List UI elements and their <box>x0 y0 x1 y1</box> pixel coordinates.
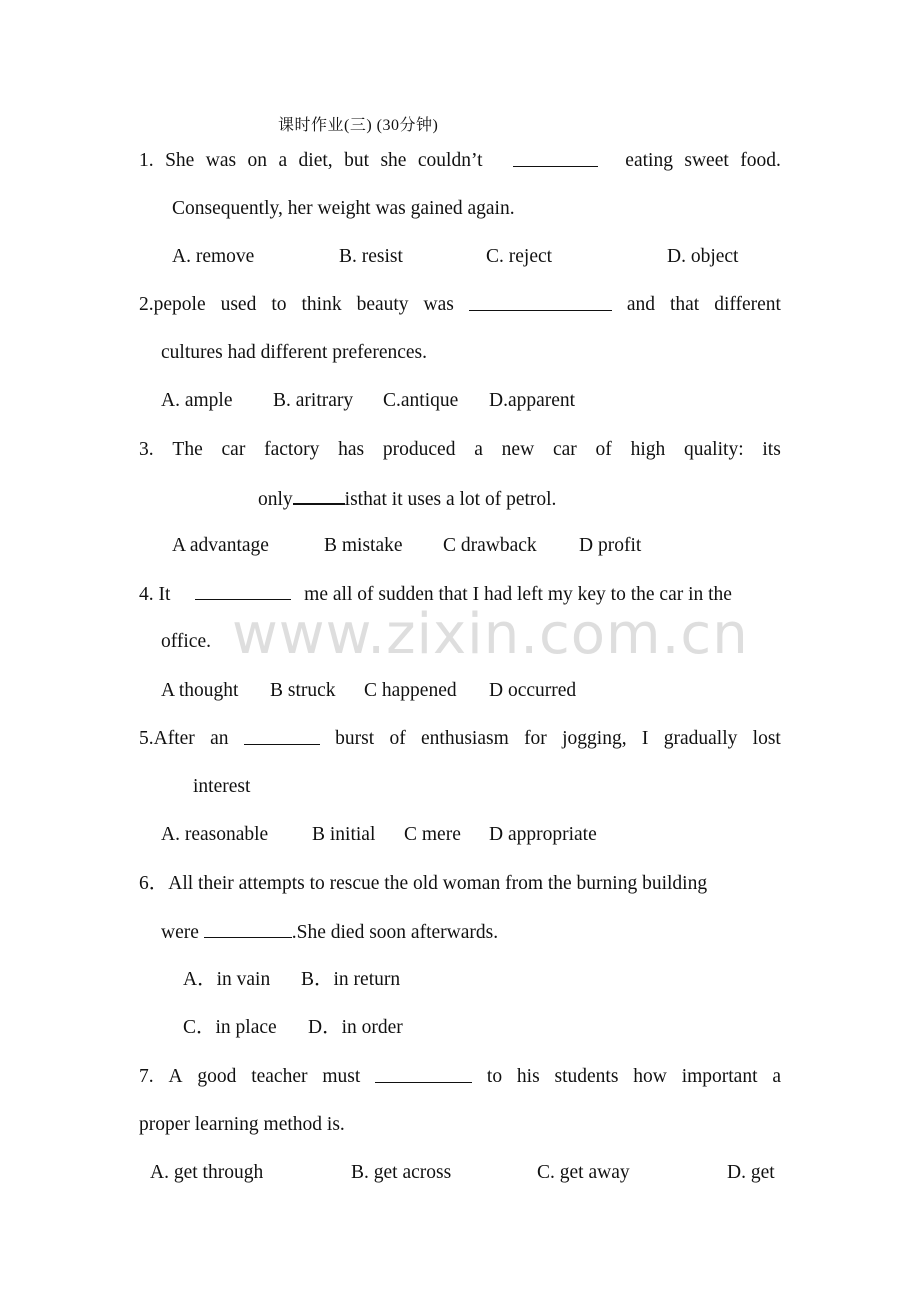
answer-blank <box>195 581 291 600</box>
answer-blank <box>513 148 598 167</box>
option: B．in return <box>301 969 401 990</box>
question-7-line-1: 7. A good teacher must to his students how important a <box>139 1066 781 1087</box>
question-2-line-1: 2.pepole used to think beauty was and that different <box>139 294 781 315</box>
option: C. reject <box>486 246 553 267</box>
option: A. ample <box>161 390 233 411</box>
option: C．in place <box>183 1017 277 1038</box>
option: C.antique <box>383 390 459 411</box>
option: D. get <box>727 1162 775 1183</box>
answer-blank <box>244 726 320 745</box>
answer-blank <box>204 919 292 938</box>
option: C drawback <box>443 535 537 556</box>
option: B struck <box>270 680 336 701</box>
question-3-line-1: 3. The car factory has produced a new car of high quality: its <box>139 439 781 460</box>
answer-blank <box>375 1064 472 1083</box>
question-1-line-1: 1. She was on a diet, but she couldn’t eating sweet food. <box>139 150 781 171</box>
option: D appropriate <box>489 824 597 845</box>
option: C. get away <box>537 1162 630 1183</box>
question-5-line-1: 5.After an burst of enthusiasm for jogging, I gradually lost <box>139 728 781 749</box>
option: D. object <box>667 246 739 267</box>
option: D．in order <box>308 1017 403 1038</box>
question-5-line-2: interest <box>193 776 251 797</box>
option: B mistake <box>324 535 403 556</box>
option: B. get across <box>351 1162 452 1183</box>
option: B initial <box>312 824 376 845</box>
question-6-line-2: were .She died soon afterwards. <box>161 919 803 946</box>
answer-blank <box>293 485 345 505</box>
question-1-line-2: Consequently, her weight was gained again. <box>172 198 515 219</box>
option: D.apparent <box>489 390 576 411</box>
option: D occurred <box>489 680 577 701</box>
option: A thought <box>161 680 239 701</box>
option: A. remove <box>172 246 255 267</box>
option: A. reasonable <box>161 824 269 845</box>
option: D profit <box>579 535 642 556</box>
watermark: www.zixin.com.cn <box>232 602 749 667</box>
question-6-line-1: 6．All their attempts to rescue the old woman from the burning building <box>139 873 708 894</box>
question-2-line-2: cultures had different preferences. <box>161 342 428 363</box>
page-title: 课时作业(三) (30分钟) <box>278 117 439 134</box>
option: A. get through <box>150 1162 264 1183</box>
option: A advantage <box>172 535 269 556</box>
option: A．in vain <box>183 969 271 990</box>
option: C happened <box>364 680 457 701</box>
question-4-line-1: 4. It me all of sudden that I had left my key to the car in the <box>139 581 781 608</box>
option: B. resist <box>339 246 403 267</box>
option: B. aritrary <box>273 390 354 411</box>
question-7-line-2: proper learning method is. <box>139 1114 345 1135</box>
option: C mere <box>404 824 461 845</box>
question-3-line-2: only isthat it uses a lot of petrol. <box>258 485 900 513</box>
question-4-line-2: office. <box>161 631 211 652</box>
answer-blank <box>469 292 612 311</box>
